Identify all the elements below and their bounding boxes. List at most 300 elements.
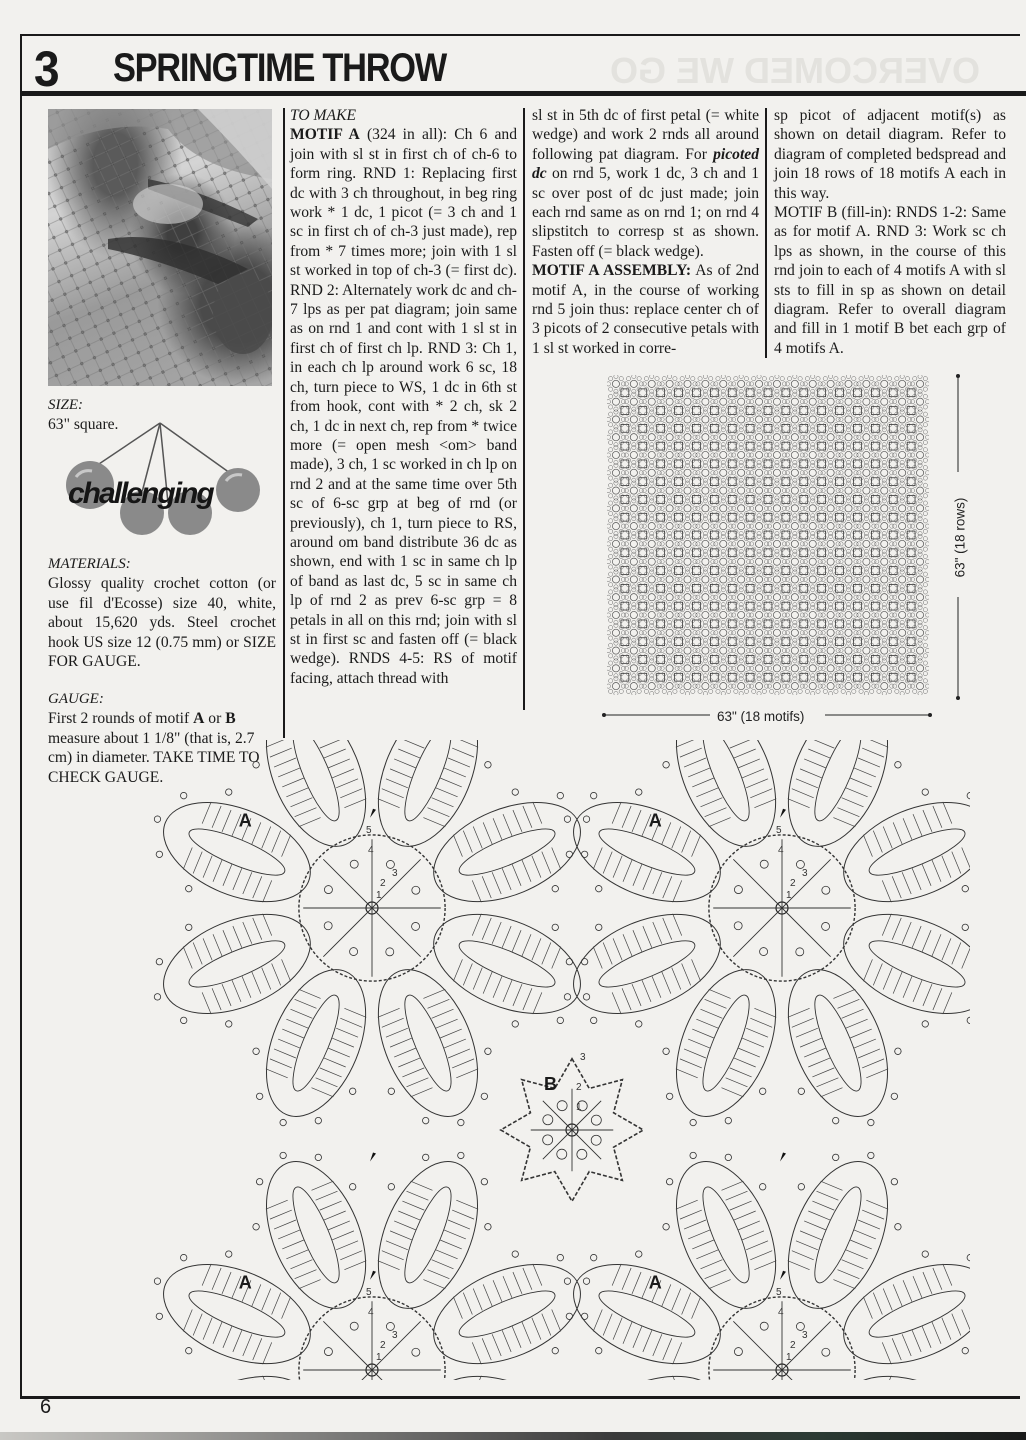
overview-motif-a [839,552,858,571]
overview-motif-a [732,676,751,695]
petal [414,1345,610,1380]
overview-motif-b [728,673,736,681]
overview-motif-a [749,428,768,447]
overview-motif-a [714,605,733,624]
overview-motif-a [893,623,912,642]
overview-motif-a [857,659,876,678]
overview-motif-a [785,428,804,447]
overview-motif-b [871,424,879,432]
overview-motif-a [857,552,876,571]
overview-motif-a [660,605,679,624]
overview-motif-a [660,552,679,571]
overview-motif-a [821,623,840,642]
overview-motif-b [818,407,826,415]
overview-motif-b [782,531,790,539]
overview-motif-a [857,623,876,642]
overview-motif-b [907,584,915,592]
overview-motif-a [875,641,894,660]
petal [824,1229,970,1380]
overview-motif-a [678,552,697,571]
overview-motif-b [675,638,683,646]
overview-motif-a [893,499,912,518]
overview-motif-b [782,602,790,610]
overview-motif-a [642,428,661,447]
overview-motif-a [785,481,804,500]
petal [150,1229,330,1380]
overview-motif-a [767,410,786,429]
overview-motif-b [836,584,844,592]
overview-motif-b [728,513,736,521]
overview-motif-a [696,481,715,500]
overview-motif-a [696,428,715,447]
overview-motif-a [839,410,858,429]
overview-motif-a [624,605,643,624]
overview-motif-b [889,460,897,468]
overview-motif-b [782,407,790,415]
overview-motif-a [696,588,715,607]
overview-motif-a [893,570,912,589]
overview-motif-b [907,531,915,539]
overview-motif-a [910,499,929,518]
petal [757,950,923,1146]
overview-motif-a [624,410,643,429]
overview-motif-b [907,602,915,610]
overview-motif-a [893,641,912,660]
overview-motif-b [854,567,862,575]
photo-of-throw [48,109,272,386]
overview-motif-a [785,605,804,624]
petal [641,1131,807,1327]
overview-motif-a [893,375,912,394]
overview-motif-b [693,442,701,450]
overview-motif-b [907,513,915,521]
overview-motif-a [624,659,643,678]
overview-motif-a [678,463,697,482]
overview-motif-a [767,641,786,660]
overview-motif-a [642,659,661,678]
overview-motif-b [818,513,826,521]
overview-motif-a [749,641,768,660]
overview-motif-b [854,513,862,521]
gauge-text-post: measure about 1 1/8" (that is, 2.7 cm) in diameter. TAKE TIME TO CHECK GAUGE. [48,729,260,786]
overview-motif-a [785,676,804,695]
overview-motif-b [818,424,826,432]
overview-motif-b [907,638,915,646]
overview-motif-a [821,410,840,429]
overview-motif-b [710,513,718,521]
overview-motif-b [728,478,736,486]
overview-motif-b [871,584,879,592]
overview-motif-a [696,641,715,660]
overview-motif-a [875,659,894,678]
overview-motif-a [785,375,804,394]
overview-motif-b [675,602,683,610]
overview-motif-b [728,442,736,450]
overview-motif-a [821,445,840,464]
overview-motif-b [818,620,826,628]
overview-motif-a [767,588,786,607]
overview-motif-a [749,463,768,482]
overview-motif-b [889,389,897,397]
overview-motif-b [854,424,862,432]
overview-motif-a [749,659,768,678]
overview-motif-b [871,389,879,397]
overview-motif-b [621,656,629,664]
overview-motif-a [857,570,876,589]
overview-motif-a [767,516,786,535]
overview-motif-b [836,620,844,628]
overview-motif-a [732,375,751,394]
overview-motif-a [785,659,804,678]
end-marker-icon [370,1152,376,1161]
overview-motif-b [889,549,897,557]
overview-motif-a [678,392,697,411]
overview-motif-b [657,673,665,681]
overview-motif-a [839,534,858,553]
overview-motif-b [693,389,701,397]
overview-motif-b [710,584,718,592]
overview-motif-a [803,445,822,464]
overview-motif-a [821,481,840,500]
instructions-column-2 [532,106,759,358]
overview-motif-b [871,478,879,486]
overview-motif-a [893,463,912,482]
overview-motif-a [642,481,661,500]
petal [347,950,513,1146]
overview-motif-a [910,392,929,411]
overview-motif-b [693,673,701,681]
overview-motif-a [749,623,768,642]
overview-motif-a [839,445,858,464]
overview-motif-b [871,620,879,628]
motif-a-text: (324 in all): Ch 6 and join with sl st in first ch of ch-6 to form ring. RND 1: Replacing first dc with 3 ch throughout, in beg ring work * 1 dc, 1 picot (= 3 ch and 1 sc in first ch of ch-3 just made), rep from * 7 times more; join with 1 sl st worked in top of ch-3 (= first dc). RND 2: Alternately work dc and ch-7 lps as per pat diagram; join same as on rnd 1 and cont with 1 sl st in first ch of first ch lp. RND 3: Ch 1, in each ch lp around work 6 sc, 18 ch, turn piece to WS, 1 dc in 6th st from hook, cont with * 2 ch, sk 2 ch, 1 dc in next ch, rep from * twice more (= open mesh <om> band made), 3 ch, 1 sc worked in ch lp on rnd 2 and at the same time over 5th sc of 6-sc grp at beg of rnd (or previously), ch 1, turn piece to RS, around om band distribute 36 dc as shown, end with 1 sc in same ch lp of band as last dc, 5 sc in same ch lp of rnd 2 as prev 6-sc grp = 8 petals in all on this rnd; join with sl st in first sc and fasten off (= black wedge). RNDS 4-5: RS of motif facing, attach thread with [290,126,517,687]
overview-motif-a [642,534,661,553]
overview-motif-a [732,534,751,553]
picoted-dc-label: picoted dc [532,145,759,183]
overview-motif-a [696,623,715,642]
overview-motif-b [818,549,826,557]
overview-motif-b [764,602,772,610]
cherries-icon [60,415,260,535]
instructions-column-3 [774,106,1006,358]
overview-motif-a [642,676,661,695]
overview-motif-a [660,623,679,642]
overview-motif-b [782,638,790,646]
overview-motif-b [889,478,897,486]
overview-motif-b [675,389,683,397]
difficulty-badge [60,415,260,535]
overview-motif-b [818,638,826,646]
overview-motif-b [657,531,665,539]
overview-motif-b [639,567,647,575]
overview-motif-a [696,659,715,678]
overview-motif-b [854,638,862,646]
overview-motif-a [696,516,715,535]
overview-motif-b [746,389,754,397]
overview-motif-b [800,549,808,557]
overview-motif-b [782,549,790,557]
overview-motif-a [678,676,697,695]
overview-motif-a [785,499,804,518]
overview-motif-a [660,463,679,482]
overview-motif-a [696,375,715,394]
overview-motif-b [675,549,683,557]
overview-motif-b [657,513,665,521]
overview-motif-b [764,584,772,592]
overview-motif-a [749,375,768,394]
overview-motif-b [675,531,683,539]
overview-motif-a [767,375,786,394]
overview-motif-a [910,659,929,678]
overview-motif-a [857,392,876,411]
end-marker-icon [780,1152,786,1161]
overview-motif-a [767,623,786,642]
overview-motif-b [907,549,915,557]
overview-motif-b [854,531,862,539]
overview-motif-b [854,478,862,486]
overview-motif-a [696,463,715,482]
overview-motif-a [821,516,840,535]
overview-motif-a [910,481,929,500]
overview-motif-a [660,481,679,500]
overview-motif-a [767,659,786,678]
overview-motif-a [875,375,894,394]
overview-motif-a [839,676,858,695]
overview-motif-b [818,673,826,681]
overview-motif-a [767,428,786,447]
overview-motif-a [714,570,733,589]
overview-motif-b [836,407,844,415]
overview-motif-b [746,549,754,557]
overview-motif-b [854,496,862,504]
overview-motif-a [749,588,768,607]
overview-motif-a [803,375,822,394]
overview-motif-b [800,567,808,575]
assembly-label: MOTIF A ASSEMBLY: [532,262,692,280]
overview-motif-b [693,460,701,468]
overview-motif-b [621,673,629,681]
rounds-4-5-text [532,106,759,261]
overview-motif-a [875,676,894,695]
overview-motif-a [749,481,768,500]
round-label: 4 [368,845,374,856]
overview-motif-b [728,620,736,628]
overview-motif-b [693,656,701,664]
round-label: 3 [392,868,398,879]
overview-motif-b [818,656,826,664]
overview-motif-b [889,424,897,432]
round-label: 4 [368,1307,374,1318]
overview-motif-b [854,584,862,592]
overview-motif-b [728,496,736,504]
overview-motif-a [785,623,804,642]
overview-motif-a [607,428,626,447]
overview-motif-a [607,445,626,464]
overview-motif-b [639,531,647,539]
overview-motif-b [710,531,718,539]
overview-motif-b [782,620,790,628]
overview-motif-a [803,410,822,429]
overview-motif-a [785,588,804,607]
overview-motif-b [782,496,790,504]
overview-motif-b [800,496,808,504]
overview-motif-a [803,623,822,642]
round-label: 2 [790,1340,796,1351]
overview-motif-a [624,676,643,695]
overview-motif-b [871,549,879,557]
overview-motif-b [800,389,808,397]
overview-motif-b [836,442,844,450]
overview-motif-a [767,445,786,464]
overview-motif-b [693,567,701,575]
gauge-text-or: or [204,710,226,728]
overview-motif-a [678,534,697,553]
overview-motif-b [728,424,736,432]
overview-motif-a [803,499,822,518]
overview-motif-a [893,516,912,535]
overview-motif-b [746,656,754,664]
overview-motif-b [854,407,862,415]
overview-motif-a [732,641,751,660]
overview-motif-b [782,478,790,486]
overview-motif-a [732,516,751,535]
overview-motif-b [639,496,647,504]
overview-motif-b [639,389,647,397]
petal [543,1345,739,1380]
width-label: 63" (18 motifs) [717,709,805,724]
size-value: 63" square. [48,416,119,434]
overview-motif-a [875,552,894,571]
petal [150,1345,330,1380]
pattern-number: 3 [34,41,59,97]
overview-motif-a [660,641,679,660]
overview-motif-a [910,641,929,660]
overview-motif-b [657,567,665,575]
overview-motif-a [910,605,929,624]
round-label: 1 [786,890,792,901]
overview-motif-b [657,478,665,486]
overview-motif-b [764,620,772,628]
overview-motif-b [621,513,629,521]
overview-motif-b [836,638,844,646]
overview-motif-b [889,620,897,628]
overview-motif-a [749,605,768,624]
overview-motif-a [839,375,858,394]
overview-motif-a [678,623,697,642]
overview-motif-a [678,588,697,607]
overview-motif-a [821,659,840,678]
overview-motif-b [782,656,790,664]
column-divider [523,108,525,710]
overview-motif-b [854,549,862,557]
overview-motif-a [732,588,751,607]
overview-motif-b [657,389,665,397]
overview-motif-a [839,623,858,642]
overview-motif-b [907,656,915,664]
overview-motif-b [764,638,772,646]
overview-motif-a [749,570,768,589]
overview-motif-b [782,389,790,397]
overview-motif-b [782,513,790,521]
overview-motif-a [678,641,697,660]
overview-motif-b [710,638,718,646]
overview-motif-a [714,516,733,535]
overview-motif-a [714,392,733,411]
overview-motif-b [746,478,754,486]
overview-motif-b [693,424,701,432]
overview-motif-a [642,641,661,660]
petal [347,1131,513,1327]
overview-motif-a [803,428,822,447]
overview-motif-a [732,552,751,571]
petal [414,767,610,933]
overview-motif-b [621,531,629,539]
overview-motif-b [621,584,629,592]
overview-motif-b [621,424,629,432]
overview-motif-b [871,602,879,610]
height-label: 63" (18 rows) [952,497,968,578]
overview-motif-a [678,659,697,678]
overview-motif-b [746,531,754,539]
overview-motif-a [624,570,643,589]
overview-motif-b [710,460,718,468]
overview-motif-a [803,392,822,411]
overview-motif-a [607,534,626,553]
overview-motif-a [714,676,733,695]
start-marker-icon [780,1271,786,1280]
overview-motif-b [728,549,736,557]
overview-motif-a [624,641,643,660]
overview-motif-b [710,424,718,432]
overview-motif-a [803,552,822,571]
overview-motif-a [607,605,626,624]
round-label: 5 [366,1287,372,1298]
overview-motif-a [803,605,822,624]
overview-motif-a [821,552,840,571]
overview-motif-b [800,584,808,592]
overview-motif-a [642,623,661,642]
overview-motif-a [821,676,840,695]
overview-motif-b [728,567,736,575]
overview-motif-b [871,638,879,646]
overview-motif-b [657,584,665,592]
overview-motif-b [639,602,647,610]
overview-motif-a [714,410,733,429]
overview-motif-b [675,513,683,521]
overview-motif-a [875,499,894,518]
overview-motif-b [836,496,844,504]
overview-motif-b [907,424,915,432]
overview-motif-b [639,478,647,486]
overview-motif-b [621,442,629,450]
overview-motif-b [621,460,629,468]
overview-motif-a [714,481,733,500]
gauge-motif-a: A [193,710,205,728]
overview-motif-b [675,567,683,575]
overview-motif-a [803,641,822,660]
overview-motif-a [714,375,733,394]
overview-motif-a [607,499,626,518]
motif-a-label: A [648,1272,662,1293]
overview-motif-b [836,531,844,539]
overview-motif-b [693,513,701,521]
overview-motif-a [714,428,733,447]
overview-motif-b [836,673,844,681]
start-marker-icon [370,809,376,818]
overview-motif-b [836,424,844,432]
overview-motif-a [893,445,912,464]
round-label: 3 [802,868,808,879]
